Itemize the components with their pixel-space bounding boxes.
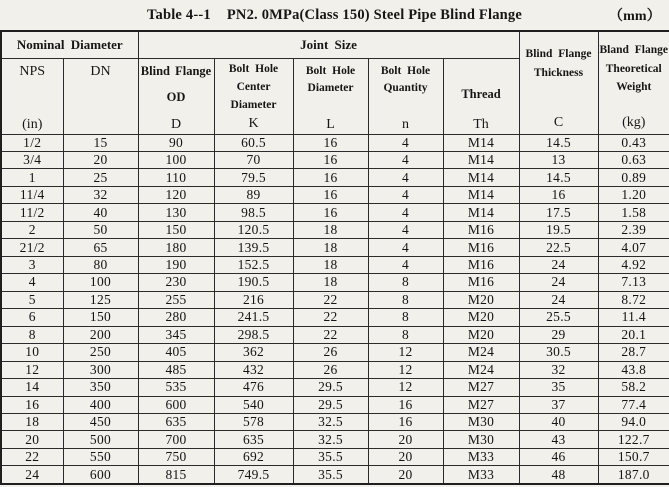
cell-c: 40 <box>519 414 598 431</box>
cell-od-d: 635 <box>138 414 214 431</box>
table-row <box>1 151 669 168</box>
col-group-nominal-diameter: Nominal Diameter <box>1 31 138 58</box>
cell-od-d: 230 <box>138 274 214 291</box>
cell-n: 12 <box>368 344 443 361</box>
cell-th: M33 <box>443 448 519 465</box>
cell-l: 18 <box>293 221 368 238</box>
cell-l: 16 <box>293 134 368 151</box>
cell-k: 476 <box>214 379 293 396</box>
cell-nps: 12 <box>1 361 63 378</box>
cell-c: 35 <box>519 379 598 396</box>
cell-n: 20 <box>368 448 443 465</box>
table-row <box>1 186 669 203</box>
cell-n: 8 <box>368 291 443 308</box>
cell-k: 60.5 <box>214 134 293 151</box>
cell-od-d: 600 <box>138 396 214 413</box>
cell-od-d: 280 <box>138 309 214 326</box>
cell-l: 32.5 <box>293 431 368 448</box>
cell-od-d: 255 <box>138 291 214 308</box>
cell-od-d: 190 <box>138 256 214 273</box>
cell-nps: 10 <box>1 344 63 361</box>
col-header-bolt-hole-diameter: Bolt Hole Diameter L <box>293 58 368 134</box>
cell-l: 18 <box>293 239 368 256</box>
unit-label: （mm） <box>608 9 661 24</box>
cell-th: M16 <box>443 256 519 273</box>
cell-od-d: 815 <box>138 466 214 484</box>
cell-n: 4 <box>368 204 443 221</box>
cell-weight: 8.72 <box>598 291 669 308</box>
cell-th: M20 <box>443 326 519 343</box>
cell-k: 578 <box>214 414 293 431</box>
cell-weight: 150.7 <box>598 448 669 465</box>
cell-nps: 14 <box>1 379 63 396</box>
cell-k: 692 <box>214 448 293 465</box>
cell-dn: 450 <box>63 414 138 431</box>
cell-dn: 200 <box>63 326 138 343</box>
table-row <box>1 466 669 484</box>
cell-dn: 100 <box>63 274 138 291</box>
table-body <box>1 134 669 484</box>
symbol-n: n <box>402 116 410 132</box>
col-header-blind-flange-thickness: Blind Flange Thickness C <box>519 31 598 134</box>
cell-nps: 22 <box>1 448 63 465</box>
cell-dn: 40 <box>63 204 138 221</box>
cell-l: 16 <box>293 169 368 186</box>
cell-n: 4 <box>368 186 443 203</box>
col-header-nps: NPS (in) <box>1 58 63 134</box>
cell-l: 22 <box>293 309 368 326</box>
table-row <box>1 291 669 308</box>
cell-dn: 550 <box>63 448 138 465</box>
cell-k: 152.5 <box>214 256 293 273</box>
table-row <box>1 274 669 291</box>
table-row <box>1 448 669 465</box>
cell-l: 26 <box>293 344 368 361</box>
cell-l: 29.5 <box>293 396 368 413</box>
cell-c: 17.5 <box>519 204 598 221</box>
cell-l: 35.5 <box>293 466 368 484</box>
cell-l: 32.5 <box>293 414 368 431</box>
cell-l: 18 <box>293 274 368 291</box>
cell-weight: 0.43 <box>598 134 669 151</box>
cell-k: 190.5 <box>214 274 293 291</box>
cell-c: 14.5 <box>519 169 598 186</box>
col-header-dn: DN <box>63 58 138 134</box>
symbol-kg: (kg) <box>622 114 646 130</box>
table-row <box>1 134 669 151</box>
cell-n: 8 <box>368 326 443 343</box>
cell-dn: 50 <box>63 221 138 238</box>
cell-od-d: 405 <box>138 344 214 361</box>
cell-od-d: 535 <box>138 379 214 396</box>
cell-nps: 8 <box>1 326 63 343</box>
cell-k: 79.5 <box>214 169 293 186</box>
cell-th: M16 <box>443 274 519 291</box>
cell-dn: 32 <box>63 186 138 203</box>
cell-weight: 11.4 <box>598 309 669 326</box>
cell-c: 37 <box>519 396 598 413</box>
cell-l: 16 <box>293 204 368 221</box>
cell-n: 16 <box>368 396 443 413</box>
cell-c: 24 <box>519 291 598 308</box>
cell-th: M20 <box>443 309 519 326</box>
cell-k: 139.5 <box>214 239 293 256</box>
cell-od-d: 485 <box>138 361 214 378</box>
cell-k: 241.5 <box>214 309 293 326</box>
cell-weight: 1.58 <box>598 204 669 221</box>
table-row <box>1 344 669 361</box>
cell-th: M14 <box>443 151 519 168</box>
cell-nps: 11/2 <box>1 204 63 221</box>
cell-nps: 4 <box>1 274 63 291</box>
table-row <box>1 396 669 413</box>
cell-nps: 1 <box>1 169 63 186</box>
cell-nps: 5 <box>1 291 63 308</box>
cell-k: 89 <box>214 186 293 203</box>
cell-c: 16 <box>519 186 598 203</box>
cell-l: 16 <box>293 186 368 203</box>
cell-n: 16 <box>368 414 443 431</box>
table-row <box>1 239 669 256</box>
blind-flange-table <box>0 30 669 485</box>
cell-weight: 77.4 <box>598 396 669 413</box>
table-row <box>1 379 669 396</box>
cell-th: M33 <box>443 466 519 484</box>
cell-weight: 94.0 <box>598 414 669 431</box>
cell-th: M16 <box>443 221 519 238</box>
cell-n: 8 <box>368 274 443 291</box>
cell-od-d: 100 <box>138 151 214 168</box>
cell-nps: 3/4 <box>1 151 63 168</box>
cell-weight: 0.89 <box>598 169 669 186</box>
cell-weight: 28.7 <box>598 344 669 361</box>
cell-nps: 1/2 <box>1 134 63 151</box>
cell-dn: 300 <box>63 361 138 378</box>
cell-weight: 20.1 <box>598 326 669 343</box>
cell-th: M24 <box>443 344 519 361</box>
cell-nps: 24 <box>1 466 63 484</box>
cell-dn: 65 <box>63 239 138 256</box>
cell-n: 12 <box>368 361 443 378</box>
cell-od-d: 130 <box>138 204 214 221</box>
cell-c: 30.5 <box>519 344 598 361</box>
cell-od-d: 150 <box>138 221 214 238</box>
table-row <box>1 361 669 378</box>
table-row <box>1 169 669 186</box>
cell-weight: 43.8 <box>598 361 669 378</box>
col-header-thread: Thread Th <box>443 58 519 134</box>
cell-nps: 20 <box>1 431 63 448</box>
cell-l: 22 <box>293 291 368 308</box>
cell-n: 4 <box>368 239 443 256</box>
cell-nps: 2 <box>1 221 63 238</box>
table-row <box>1 309 669 326</box>
cell-th: M20 <box>443 291 519 308</box>
cell-k: 298.5 <box>214 326 293 343</box>
cell-od-d: 110 <box>138 169 214 186</box>
cell-nps: 6 <box>1 309 63 326</box>
cell-n: 4 <box>368 221 443 238</box>
cell-n: 20 <box>368 431 443 448</box>
table-row <box>1 221 669 238</box>
table-header <box>1 31 669 134</box>
cell-l: 26 <box>293 361 368 378</box>
cell-od-d: 180 <box>138 239 214 256</box>
cell-od-d: 120 <box>138 186 214 203</box>
cell-n: 4 <box>368 134 443 151</box>
cell-dn: 20 <box>63 151 138 168</box>
col-header-theoretical-weight: Bland Flange Theoretical Weight (kg) <box>598 31 669 134</box>
cell-c: 32 <box>519 361 598 378</box>
cell-c: 48 <box>519 466 598 484</box>
cell-weight: 122.7 <box>598 431 669 448</box>
col-header-bolt-hole-quantity: Bolt Hole Quantity n <box>368 58 443 134</box>
cell-th: M24 <box>443 361 519 378</box>
cell-od-d: 700 <box>138 431 214 448</box>
cell-dn: 400 <box>63 396 138 413</box>
cell-th: M30 <box>443 414 519 431</box>
cell-weight: 4.07 <box>598 239 669 256</box>
cell-l: 35.5 <box>293 448 368 465</box>
cell-c: 22.5 <box>519 239 598 256</box>
cell-k: 749.5 <box>214 466 293 484</box>
cell-th: M14 <box>443 134 519 151</box>
cell-th: M16 <box>443 239 519 256</box>
table-row <box>1 256 669 273</box>
symbol-th: Th <box>473 116 489 132</box>
cell-od-d: 90 <box>138 134 214 151</box>
cell-n: 4 <box>368 169 443 186</box>
table-row <box>1 431 669 448</box>
cell-th: M14 <box>443 169 519 186</box>
cell-dn: 25 <box>63 169 138 186</box>
cell-k: 70 <box>214 151 293 168</box>
cell-th: M14 <box>443 204 519 221</box>
cell-th: M27 <box>443 379 519 396</box>
table-title: PN2. 0MPa(Class 150) Steel Pipe Blind Flange <box>226 6 523 23</box>
cell-c: 25.5 <box>519 309 598 326</box>
cell-dn: 600 <box>63 466 138 484</box>
table-row <box>1 414 669 431</box>
cell-k: 635 <box>214 431 293 448</box>
cell-c: 19.5 <box>519 221 598 238</box>
cell-weight: 58.2 <box>598 379 669 396</box>
cell-dn: 15 <box>63 134 138 151</box>
cell-th: M30 <box>443 431 519 448</box>
cell-od-d: 750 <box>138 448 214 465</box>
cell-dn: 125 <box>63 291 138 308</box>
symbol-l: L <box>326 116 335 132</box>
col-header-blind-flange-od: Blind Flange OD D <box>138 58 214 134</box>
cell-l: 18 <box>293 256 368 273</box>
cell-l: 16 <box>293 151 368 168</box>
cell-n: 4 <box>368 151 443 168</box>
cell-od-d: 345 <box>138 326 214 343</box>
cell-weight: 4.92 <box>598 256 669 273</box>
cell-weight: 0.63 <box>598 151 669 168</box>
cell-n: 8 <box>368 309 443 326</box>
table-caption <box>0 0 669 30</box>
cell-weight: 187.0 <box>598 466 669 484</box>
cell-c: 24 <box>519 274 598 291</box>
cell-l: 29.5 <box>293 379 368 396</box>
cell-k: 362 <box>214 344 293 361</box>
cell-k: 432 <box>214 361 293 378</box>
cell-nps: 3 <box>1 256 63 273</box>
table-row <box>1 204 669 221</box>
cell-c: 14.5 <box>519 134 598 151</box>
cell-k: 216 <box>214 291 293 308</box>
cell-nps: 16 <box>1 396 63 413</box>
symbol-c: C <box>553 114 564 130</box>
cell-n: 12 <box>368 379 443 396</box>
cell-c: 43 <box>519 431 598 448</box>
table-number: Table 4--1 <box>146 6 211 23</box>
col-header-bolt-hole-center-diameter: Bolt Hole Center Diameter K <box>214 58 293 134</box>
cell-th: M14 <box>443 186 519 203</box>
cell-weight: 2.39 <box>598 221 669 238</box>
cell-dn: 500 <box>63 431 138 448</box>
cell-n: 4 <box>368 256 443 273</box>
symbol-d: D <box>170 116 182 132</box>
cell-th: M27 <box>443 396 519 413</box>
symbol-k: K <box>248 116 259 132</box>
cell-nps: 21/2 <box>1 239 63 256</box>
col-group-joint-size: Joint Size <box>138 31 519 58</box>
cell-dn: 150 <box>63 309 138 326</box>
cell-k: 540 <box>214 396 293 413</box>
cell-weight: 7.13 <box>598 274 669 291</box>
cell-weight: 1.20 <box>598 186 669 203</box>
cell-nps: 11/4 <box>1 186 63 203</box>
cell-k: 98.5 <box>214 204 293 221</box>
cell-l: 22 <box>293 326 368 343</box>
cell-c: 29 <box>519 326 598 343</box>
cell-dn: 250 <box>63 344 138 361</box>
cell-dn: 350 <box>63 379 138 396</box>
cell-c: 13 <box>519 151 598 168</box>
table-row <box>1 326 669 343</box>
cell-nps: 18 <box>1 414 63 431</box>
cell-k: 120.5 <box>214 221 293 238</box>
cell-n: 20 <box>368 466 443 484</box>
cell-dn: 80 <box>63 256 138 273</box>
cell-c: 46 <box>519 448 598 465</box>
cell-c: 24 <box>519 256 598 273</box>
